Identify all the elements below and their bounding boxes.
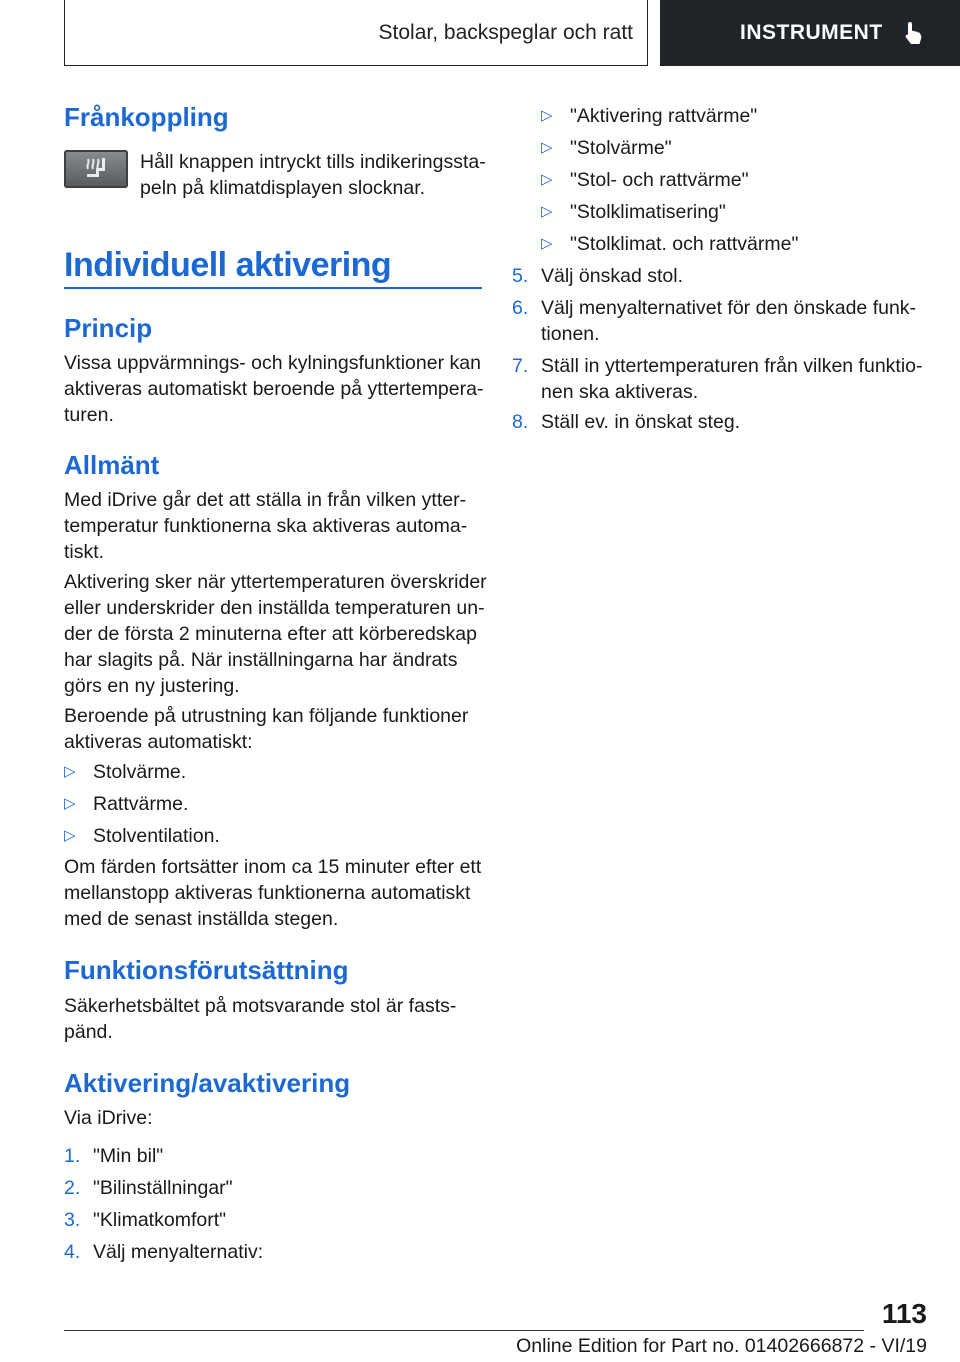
princip-text: Vissa uppvärmnings- och kylningsfunktioner kan aktiveras automatiskt beroende på yttertempera- turen. xyxy=(64,352,484,426)
allmant-paragraph-3: Beroende på utrustning kan följande funktioner aktiveras automatiskt: xyxy=(64,705,469,753)
seat-heating-button-icon xyxy=(64,150,128,188)
allmant-paragraph-4: Om färden fortsätter inom ca 15 minuter efter ett mellanstopp aktiveras funktionerna automatiskt med de senast inställda stegen. xyxy=(64,856,482,930)
heading-princip: Princip xyxy=(64,313,153,343)
tab-label: INSTRUMENT xyxy=(740,21,883,44)
via-idrive-text: Via iDrive: xyxy=(64,1107,153,1129)
page-number: 113 xyxy=(881,1298,927,1329)
heading-individuell-aktivering: Individuell aktivering xyxy=(64,246,392,284)
tab-instrument[interactable] xyxy=(660,0,960,66)
frankoppling-text: Håll knappen intryckt tills indikeringssta- peln på klimatdisplayen slocknar. xyxy=(140,151,486,199)
heading-funktionsforutsattning: Funktionsförutsättning xyxy=(64,955,349,985)
footer-divider xyxy=(64,1330,864,1331)
funktion-text: Säkerhetsbältet på motsvarande stol är fasts- pänd. xyxy=(64,995,457,1043)
heading-allmant: Allmänt xyxy=(64,450,160,480)
triangle-bullet-icon: ▷ xyxy=(64,763,76,780)
triangle-bullet-icon: ▷ xyxy=(541,107,553,124)
pointing-hand-icon xyxy=(903,20,925,46)
section-title: Stolar, backspeglar och ratt xyxy=(64,0,648,66)
triangle-bullet-icon: ▷ xyxy=(64,795,76,812)
triangle-bullet-icon: ▷ xyxy=(541,171,553,188)
page-header xyxy=(64,0,960,66)
footer-edition-text: Online Edition for Part no. 01402666872 - VI/19 xyxy=(516,1335,927,1357)
triangle-bullet-icon: ▷ xyxy=(64,827,76,844)
triangle-bullet-icon: ▷ xyxy=(541,203,553,220)
allmant-paragraph-1: Med iDrive går det att ställa in från vilken ytter- temperatur funktionerna ska aktiveras automa- tiskt. xyxy=(64,489,468,563)
heading-underline xyxy=(64,287,482,289)
heading-frankoppling: Frånkoppling xyxy=(64,102,229,132)
triangle-bullet-icon: ▷ xyxy=(541,235,553,252)
allmant-paragraph-2: Aktivering sker när yttertemperaturen överskrider eller underskrider den inställda temperaturen un- der de första 2 minuterna efter att körberedskap har slagits på. När inställningarna har ändrats görs en ny justering. xyxy=(64,571,487,697)
triangle-bullet-icon: ▷ xyxy=(541,139,553,156)
heading-aktivering-avaktivering: Aktivering/avaktivering xyxy=(64,1068,351,1098)
